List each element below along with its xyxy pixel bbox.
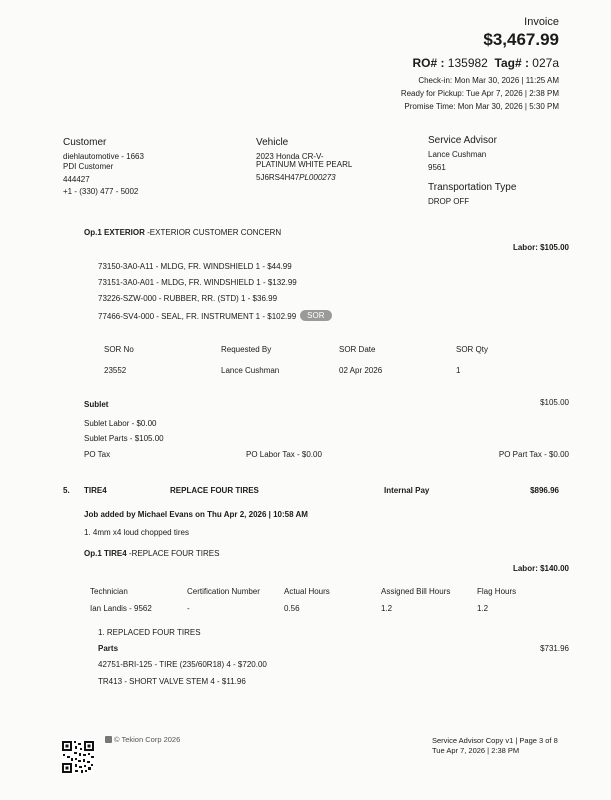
op1-labor: Labor: $105.00: [512, 243, 569, 252]
op1-desc: -EXTERIOR CUSTOMER CONCERN: [144, 228, 282, 237]
printed-time: Tue Apr 7, 2026 | 2:38 PM: [432, 746, 520, 755]
sublet-amount: $105.00: [540, 398, 569, 407]
part-line: 73150-3A0-A11 - MLDG, FR. WINDSHIELD 1 - $44.99: [98, 262, 292, 271]
ready-for-pickup-time: Ready for Pickup: Tue Apr 7, 2026 | 2:38 PM: [400, 89, 559, 98]
sor-cell-date: 02 Apr 2026: [339, 366, 383, 375]
parts-amount: $731.96: [540, 644, 569, 653]
parts-heading: Parts: [98, 644, 119, 653]
copyright-line: [105, 735, 180, 744]
part-line: 73226-SZW-000 - RUBBER, RR. (STD) 1 - $36.99: [98, 294, 278, 303]
op-code: Op.1 TIRE4: [84, 549, 127, 558]
vehicle-line2: PLATINUM WHITE PEARL: [256, 160, 353, 169]
sor-badge: SOR: [300, 310, 331, 321]
vin-suffix: PL000273: [299, 173, 336, 182]
check-in-time: Check-in: Mon Mar 30, 2026 | 11:25 AM: [418, 76, 559, 85]
job-added-by: Job added by Michael Evans on Thu Apr 2, 2026 | 10:58 AM: [84, 510, 308, 519]
advisor-id: 9561: [428, 163, 446, 172]
tech-cell-assigned-bill-hours: 1.2: [381, 604, 393, 613]
sor-header-no: SOR No: [104, 345, 134, 354]
vehicle-heading: Vehicle: [256, 137, 289, 148]
vin-prefix: 5J6RS4H47: [256, 173, 300, 182]
sublet-parts: Sublet Parts - $105.00: [84, 434, 164, 443]
tech-header-certification: Certification Number: [187, 587, 260, 596]
sublet-labor: Sublet Labor - $0.00: [84, 419, 157, 428]
job-code: TIRE4: [84, 486, 107, 495]
customer-line2: PDI Customer: [63, 162, 114, 171]
transport-value: DROP OFF: [428, 197, 470, 206]
ro-label: RO# :: [412, 56, 448, 70]
qr-code: [61, 740, 95, 774]
advisor-name: Lance Cushman: [428, 150, 487, 159]
po-part-tax: PO Part Tax - $0.00: [498, 450, 569, 459]
vehicle-line1: 2023 Honda CR-V-: [256, 152, 324, 161]
sor-cell-no: 23552: [104, 366, 127, 375]
sublet-heading: Sublet: [84, 400, 109, 409]
tech-cell-flag-hours: 1.2: [477, 604, 489, 613]
part-line: 77466-SV4-000 - SEAL, FR. INSTRUMENT 1 - $102.99: [98, 312, 297, 321]
customer-line1: diehlautomotive - 1663: [63, 152, 144, 161]
job-amount: $896.96: [530, 486, 559, 495]
tag-label: Tag# :: [494, 56, 533, 70]
customer-phone: +1 - (330) 477 - 5002: [63, 187, 139, 196]
tech-header-technician: Technician: [90, 587, 128, 596]
tech-cell-certification: -: [187, 604, 190, 613]
tag-number: 027a: [532, 56, 559, 70]
advisor-heading: Service Advisor: [428, 135, 497, 146]
tekion-logo-icon: [105, 736, 112, 743]
job5-labor: Labor: $140.00: [512, 564, 569, 573]
po-labor-tax: PO Labor Tax - $0.00: [246, 450, 322, 459]
sor-header-qty: SOR Qty: [456, 345, 489, 354]
part-line: TR413 - SHORT VALVE STEM 4 - $11.96: [98, 677, 246, 686]
customer-line3: 444427: [63, 175, 90, 184]
part-line: 42751-BRI-125 - TIRE (235/60R18) 4 - $720.00: [98, 660, 267, 669]
op1-code: Op.1 EXTERIOR: [84, 228, 145, 237]
tech-header-flag-hours: Flag Hours: [477, 587, 517, 596]
job-note: 1. 4mm x4 loud chopped tires: [84, 528, 189, 537]
sor-header-requested-by: Requested By: [221, 345, 272, 354]
document-type: Invoice: [524, 16, 559, 28]
part-line-with-sor: [98, 310, 332, 321]
po-tax-label: PO Tax: [84, 450, 111, 459]
tech-cell-actual-hours: 0.56: [284, 604, 300, 613]
promise-time: Promise Time: Mon Mar 30, 2026 | 5:30 PM: [404, 102, 559, 111]
copy-info: Service Advisor Copy v1 | Page 3 of 8: [432, 736, 558, 745]
ro-number: 135982: [447, 56, 488, 70]
op1-tire4-title: [84, 549, 219, 558]
copyright-text: © Tekion Corp 2026: [114, 735, 181, 744]
invoice-total: $3,467.99: [483, 30, 559, 49]
vehicle-vin: [256, 173, 336, 182]
ro-tag-line: [412, 56, 559, 70]
sor-header-date: SOR Date: [339, 345, 376, 354]
part-line: 73151-3A0-A01 - MLDG, FR. WINDSHIELD 1 - $132.99: [98, 278, 297, 287]
op-desc: -REPLACE FOUR TIRES: [126, 549, 220, 558]
customer-heading: Customer: [63, 137, 107, 148]
job-description: REPLACE FOUR TIRES: [170, 486, 259, 495]
transport-heading: Transportation Type: [428, 182, 517, 193]
sor-cell-requested-by: Lance Cushman: [221, 366, 280, 375]
sor-cell-qty: 1: [456, 366, 461, 375]
job-number: 5.: [63, 486, 70, 495]
tech-header-assigned-bill-hours: Assigned Bill Hours: [381, 587, 451, 596]
op1-exterior-title: [84, 228, 281, 237]
tech-cell-technician: Ian Landis - 9562: [90, 604, 152, 613]
tech-header-actual-hours: Actual Hours: [284, 587, 330, 596]
job-pay-type: Internal Pay: [384, 486, 430, 495]
correction-line: 1. REPLACED FOUR TIRES: [98, 628, 201, 637]
